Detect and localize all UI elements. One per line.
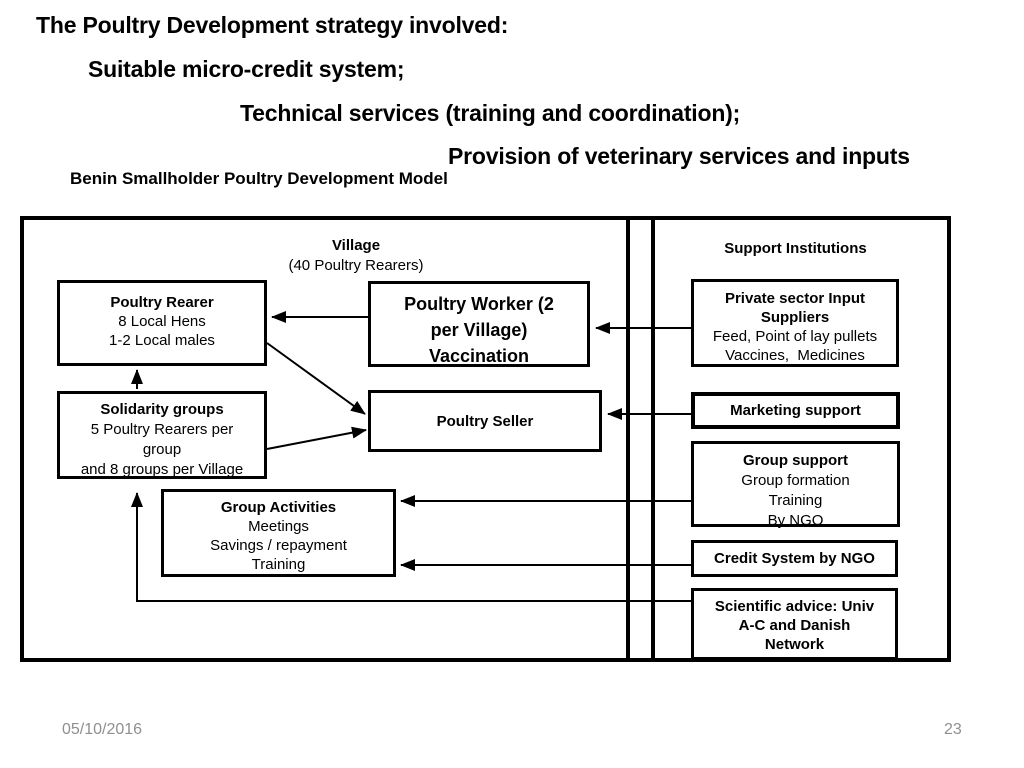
box-line: Network	[764, 636, 825, 653]
support-panel-label: Support Institutions	[724, 240, 867, 257]
box-scientific-advice	[691, 588, 898, 660]
box-line: 5 Poultry Rearers per	[90, 421, 234, 438]
box-line: 8 Local Hens	[118, 313, 206, 330]
village-panel-label	[256, 236, 456, 276]
box-line: 1-2 Local males	[109, 332, 215, 349]
panel-divider-right	[651, 216, 655, 662]
box-group-support	[691, 441, 900, 527]
village-panel-title: Village	[331, 237, 381, 254]
box-solidarity-groups	[57, 391, 267, 479]
box-line: Scientific advice: Univ	[714, 598, 875, 615]
box-line: Group formation	[741, 472, 850, 489]
panel-divider-left	[626, 216, 630, 662]
box-private-sector-suppliers	[691, 279, 899, 367]
box-title: Poultry Rearer	[110, 294, 214, 311]
box-line: Savings / repayment	[210, 537, 347, 554]
box-line: A-C and Danish	[738, 617, 851, 634]
box-poultry-seller: Poultry Seller	[368, 390, 602, 452]
box-line: Training	[768, 492, 823, 509]
box-line: group	[142, 441, 182, 458]
box-title: Suppliers	[760, 309, 830, 326]
box-title: Group support	[743, 452, 848, 469]
box-group-activities	[161, 489, 396, 577]
diagram-title: Benin Smallholder Poultry Development Model	[70, 169, 448, 188]
village-panel-subtitle: (40 Poultry Rearers)	[288, 257, 424, 274]
strategy-line-technical: Technical services (training and coordination);	[240, 100, 741, 126]
box-line: per Village)	[430, 320, 528, 340]
box-title: Solidarity groups	[100, 401, 224, 418]
page-number: 23	[944, 721, 962, 738]
box-line: Vaccination	[428, 346, 530, 366]
box-line: Feed, Point of lay pullets	[712, 328, 878, 345]
box-poultry-rearer	[57, 280, 267, 366]
box-line: Vaccines, Medicines	[725, 347, 865, 364]
box-title: Group Activities	[220, 499, 337, 516]
box-marketing-support: Marketing support	[691, 392, 900, 429]
box-title: Private sector Input	[724, 290, 866, 307]
box-line: Meetings	[248, 518, 309, 535]
strategy-title: The Poultry Development strategy involved:	[36, 12, 509, 38]
footer-date: 05/10/2016	[62, 721, 143, 738]
strategy-line-microcredit: Suitable micro-credit system;	[88, 56, 405, 82]
strategy-line-veterinary: Provision of veterinary services and inputs	[448, 143, 910, 169]
box-line: By NGO	[767, 512, 824, 529]
box-poultry-worker	[368, 281, 590, 367]
box-line: Poultry Worker (2	[404, 294, 554, 314]
box-line: and 8 groups per Village	[80, 461, 244, 478]
box-line: Training	[251, 556, 306, 573]
box-credit-system: Credit System by NGO	[691, 540, 898, 577]
